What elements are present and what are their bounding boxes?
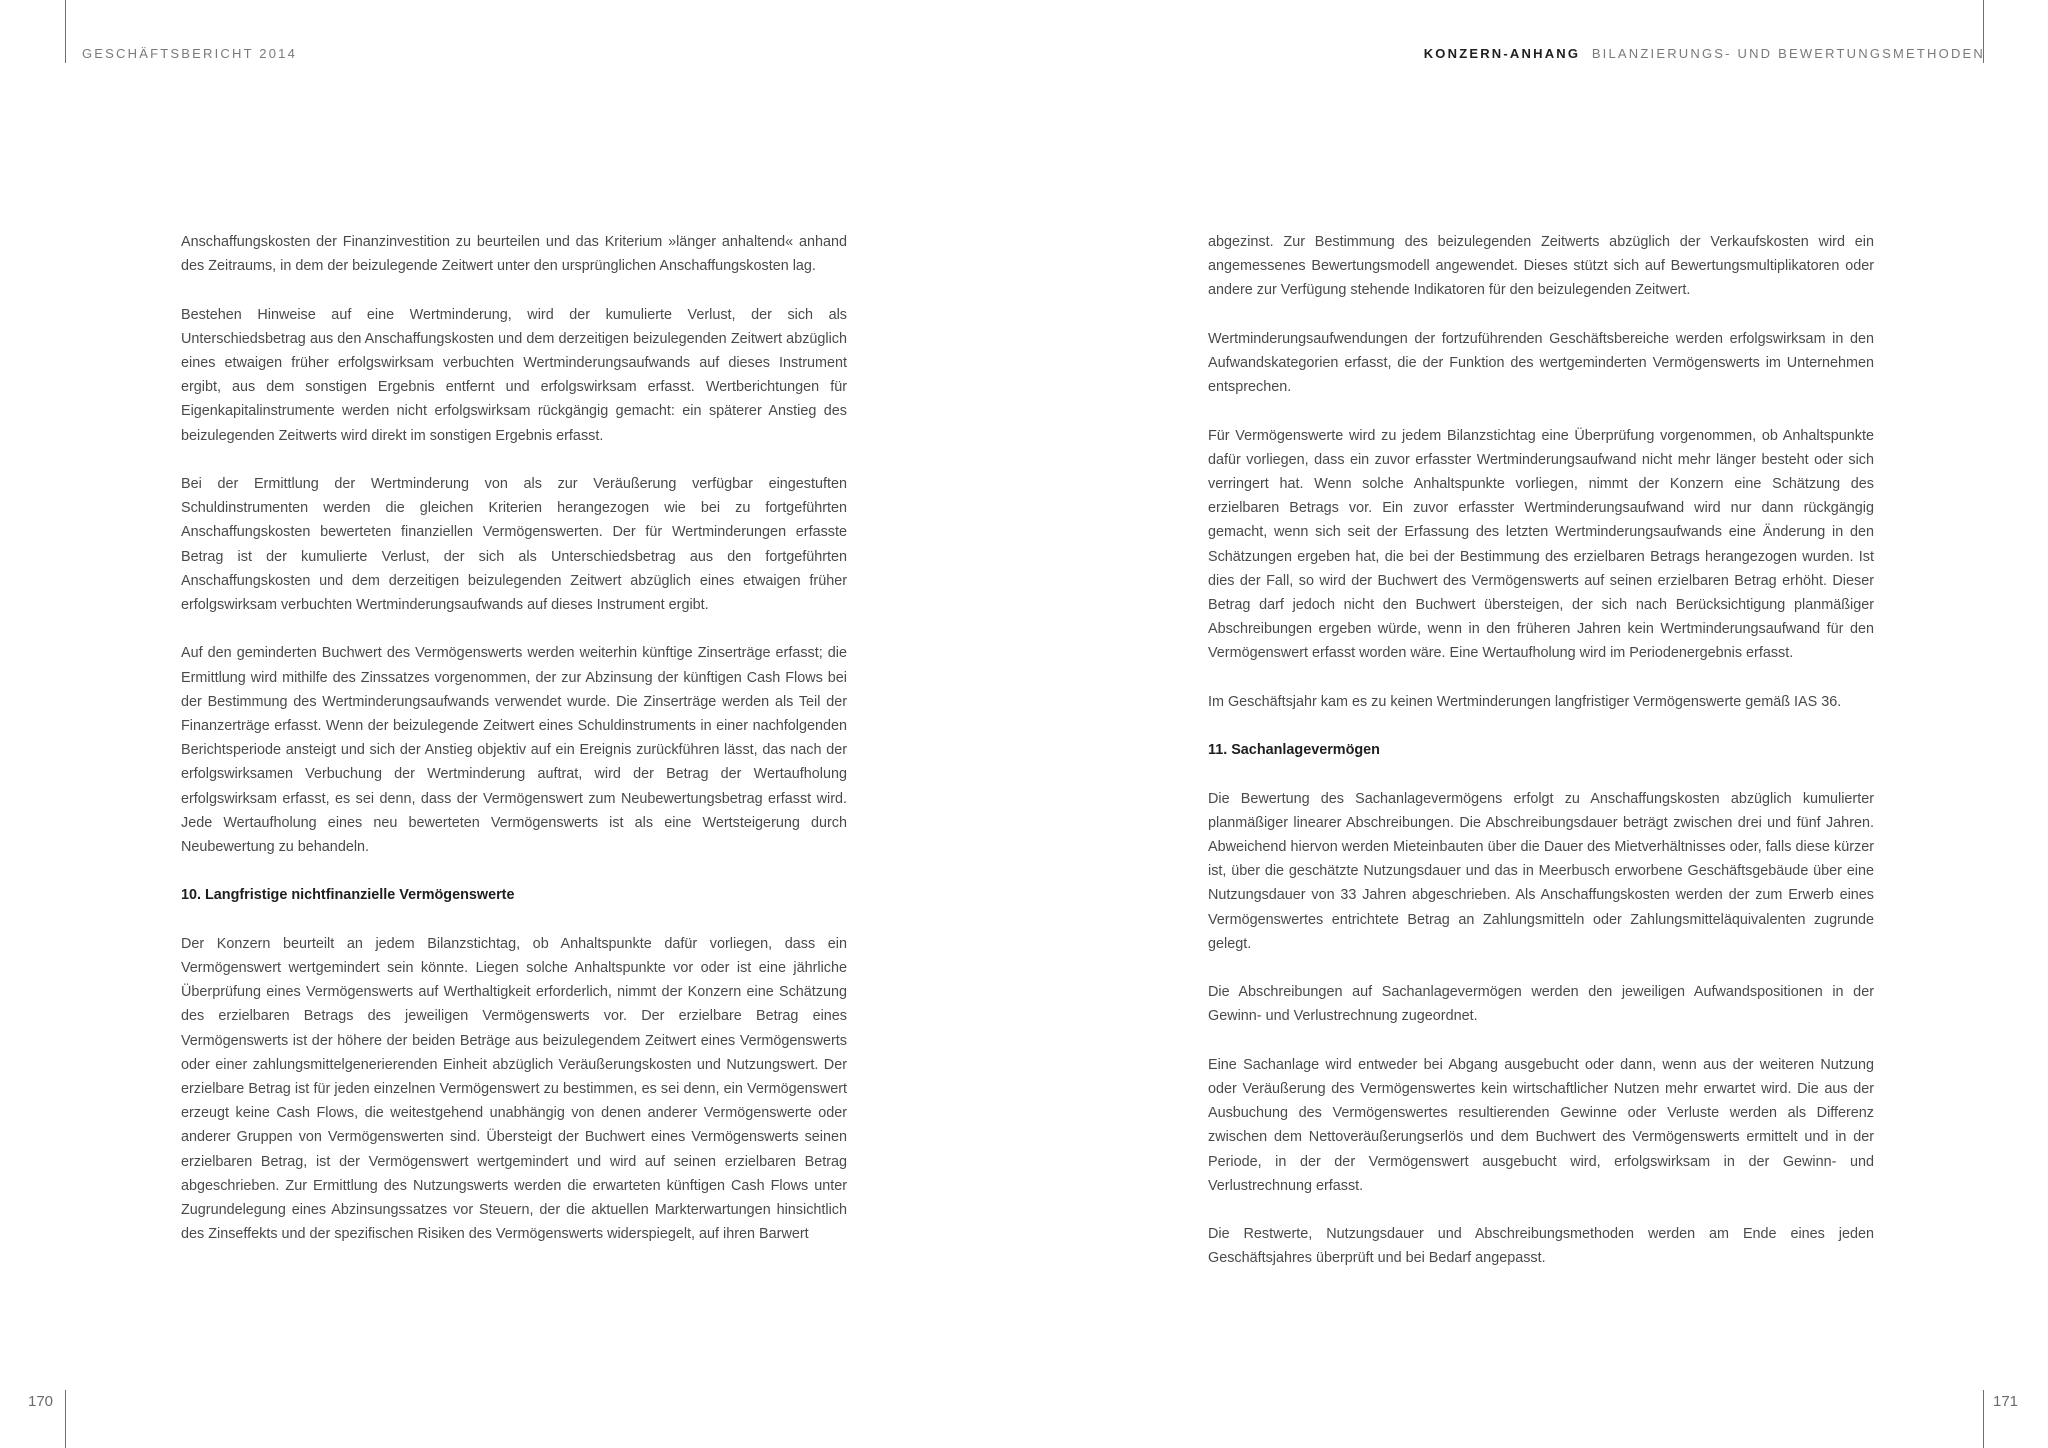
running-header-right [1424, 46, 1985, 61]
paragraph: Der Konzern beurteilt an jedem Bilanzstichtag, ob Anhaltspunkte dafür vorliegen, dass ein Vermögenswert wertgemindert sein könnte. Liegen solche Anhaltspunkte vor oder ist eine jährliche Überprüfung eines Vermögenswerts auf Werthaltigkeit erforderlich, nimmt der Konzern eine Schätzung des erzielbaren Betrags des jeweiligen Vermögenswerts vor. Der erzielbare Betrag eines Vermögenswerts ist der höhere der beiden Beträge aus beizulegendem Zeitwert eines Vermögenswerts oder einer zahlungsmittelgenerierenden Einheit abzüglich Veräußerungskosten und Nutzungswert. Der erzielbare Betrag ist für jeden einzelnen Vermögenswert zu bestimmen, es sei denn, ein Vermögenswert erzeugt keine Cash Flows, die weitestgehend unabhängig von denen anderer Vermögenswerte oder anderer Gruppen von Vermögenswerten sind. Übersteigt der Buchwert eines Vermögenswerts seinen erzielbaren Betrag, ist der Vermögenswert wertgemindert und wird auf seinen erzielbaren Betrag abgeschrieben. Zur Ermittlung des Nutzungswerts werden die erwarteten künftigen Cash Flows unter Zugrundelegung eines Abzinsungssatzes vor Steuern, der die aktuellen Markterwartungen hinsichtlich des Zinseffekts und der spezifischen Risiken des Vermögenswerts widerspiegelt, auf ihren Barwert [181, 935, 847, 1243]
paragraph: Wertminderungsaufwendungen der fortzuführenden Geschäftsbereiche werden erfolgswirksam in den Aufwandskategorien erfasst, die der Funktion des wertgeminderten Vermögenswerts im Unternehmen entsprechen. [1208, 330, 1874, 396]
page-number-left: 170 [28, 1393, 54, 1410]
paragraph: Bei der Ermittlung der Wertminderung von als zur Veräußerung verfügbar eingestuften Schuldinstrumenten werden die gleichen Kriterien herangezogen wie bei zu fortgeführten Anschaffungskosten bewerteten finanziellen Vermögenswerten. Der für Wertminderungen erfasste Betrag ist der kumulierte Verlust, der sich als Unterschiedsbetrag aus den fortgeführten Anschaffungskosten und dem derzeitigen beizulegenden Zeitwert abzüglich eines etwaigen früher erfolgswirksam verbuchten Wertminderungsaufwands auf dieses Instrument ergibt. [181, 476, 847, 614]
top-left-rule [65, 0, 66, 63]
paragraph: Anschaffungskosten der Finanzinvestition zu beurteilen und das Kriterium »länger anhaltend« anhand des Zeitraums, in dem der beizulegende Zeitwert unter den ursprünglichen Anschaffungskosten lag. [181, 234, 847, 275]
header-subsection-title: BILANZIERUNGS- UND BEWERTUNGSMETHODEN [1591, 46, 1985, 61]
paragraph: Auf den geminderten Buchwert des Vermögenswerts werden weiterhin künftige Zinserträge erfasst; die Ermittlung wird mithilfe des Zinssatzes vorgenommen, der zur Abzinsung der künftigen Cash Flows bei der Bestimmung des Wertminderungsaufwands verwendet wurde. Die Zinserträge werden als Teil der Finanzerträge erfasst. Wenn der beizulegende Zeitwert eines Schuldinstruments in einer nachfolgenden Berichtsperiode ansteigt und sich der Anstieg objektiv auf ein Ereignis zurückführen lässt, das nach der erfolgswirksamen Verbuchung der Wertminderung auftrat, wird der Betrag der Wertaufholung erfolgswirksam erfasst, es sei denn, dass der Vermögenswert zum Neubewertungsbetrag erfasst wird. Jede Wertaufholung eines neu bewerteten Vermögenswerts ist als eine Wertsteigerung durch Neubewertung zu behandeln. [181, 645, 847, 856]
page-number-right: 171 [1993, 1393, 2019, 1410]
paragraph: Bestehen Hinweise auf eine Wertminderung, wird der kumulierte Verlust, der sich als Unterschiedsbetrag aus den Anschaffungskosten und dem derzeitigen beizulegenden Zeitwert abzüglich eines etwaigen früher erfolgswirksam verbuchten Wertminderungsaufwands auf dieses Instrument ergibt, aus dem sonstigen Ergebnis entfernt und erfolgswirksam erfasst. Wertberichtungen für Eigenkapitalinstrumente werden nicht erfolgswirksam rückgängig gemacht: ein späterer Anstieg des beizulegenden Zeitwerts wird direkt im sonstigen Ergebnis erfasst. [181, 306, 847, 444]
paragraph: abgezinst. Zur Bestimmung des beizulegenden Zeitwerts abzüglich der Verkaufskosten wird ein angemessenes Bewertungsmodell angewendet. Dieses stützt sich auf Bewertungsmultiplikatoren oder andere zur Verfügung stehende Indikatoren für den beizulegenden Zeitwert. [1208, 234, 1874, 299]
header-section-title: KONZERN-ANHANG [1423, 46, 1581, 61]
paragraph: Für Vermögenswerte wird zu jedem Bilanzstichtag eine Überprüfung vorgenommen, ob Anhaltspunkte dafür vorliegen, dass ein zuvor erfasster Wertminderungsaufwand nicht mehr länger besteht oder sich verringert hat. Wenn solche Anhaltspunkte vorliegen, nimmt der Konzern eine Schätzung des erzielbaren Betrags vor. Ein zuvor erfasster Wertminderungsaufwand wird nur dann rückgängig gemacht, wenn sich seit der Erfassung des letzten Wertminderungsaufwands eine Änderung in den Schätzungen ergeben hat, die bei der Bestimmung des erzielbaren Betrags herangezogen wurden. Ist dies der Fall, so wird der Buchwert des Vermögenswerts auf seinen erzielbaren Betrag erhöht. Dieser Betrag darf jedoch nicht den Buchwert übersteigen, der sich nach Berücksichtigung planmäßiger Abschreibungen ergeben würde, wenn in den früheren Jahren kein Wertminderungsaufwand für den Vermögenswert erfasst worden wäre. Eine Wertaufholung wird im Periodenergebnis erfasst. [1208, 427, 1874, 662]
paragraph: Eine Sachanlage wird entweder bei Abgang ausgebucht oder dann, wenn aus der weiteren Nutzung oder Veräußerung des Vermögenswertes kein wirtschaftlicher Nutzen mehr erwartet wird. Die aus der Ausbuchung des Vermögenswertes resultierenden Gewinne oder Verluste werden als Differenz zwischen dem Nettoveräußerungserlös und dem Buchwert des Vermögenswerts ermittelt und in der Periode, in der der Vermögenswert ausgebucht wird, erfolgswirksam in der Gewinn- und Verlustrechnung erfasst. [1208, 1056, 1874, 1194]
bottom-left-rule [65, 1390, 66, 1448]
left-column [181, 230, 847, 1271]
paragraph: Die Abschreibungen auf Sachanlagevermögen werden den jeweiligen Aufwandspositionen in der Gewinn- und Verlustrechnung zugeordnet. [1208, 984, 1874, 1025]
right-column [1208, 230, 1874, 1295]
section-heading: 10. Langfristige nichtfinanzielle Vermögenswerte [181, 887, 515, 904]
section-heading: 11. Sachanlagevermögen [1208, 742, 1380, 759]
bottom-right-rule [1983, 1390, 1984, 1448]
paragraph: Im Geschäftsjahr kam es zu keinen Wertminderungen langfristiger Vermögenswerte gemäß IAS 36. [1208, 693, 1842, 710]
paragraph: Die Bewertung des Sachanlagevermögens erfolgt zu Anschaffungskosten abzüglich kumulierter planmäßiger linearer Abschreibungen. Die Abschreibungsdauer beträgt zwischen drei und fünf Jahren. Abweichend hiervon werden Mieteinbauten über die Dauer des Mietverhältnisses oder, falls diese kürzer ist, über die geschätzte Nutzungsdauer und das in Meerbusch erworbene Geschäftsgebäude über eine Nutzungsdauer von 33 Jahren abgeschrieben. Als Anschaffungskosten werden der zum Erwerb eines Vermögenswertes entrichtete Betrag an Zahlungsmitteln oder Zahlungsmitteläquivalenten zugrunde gelegt. [1208, 790, 1874, 952]
running-header-left: GESCHÄFTSBERICHT 2014 [82, 46, 298, 61]
paragraph: Die Restwerte, Nutzungsdauer und Abschreibungsmethoden werden am Ende eines jeden Geschäftsjahres überprüft und bei Bedarf angepasst. [1208, 1226, 1874, 1267]
